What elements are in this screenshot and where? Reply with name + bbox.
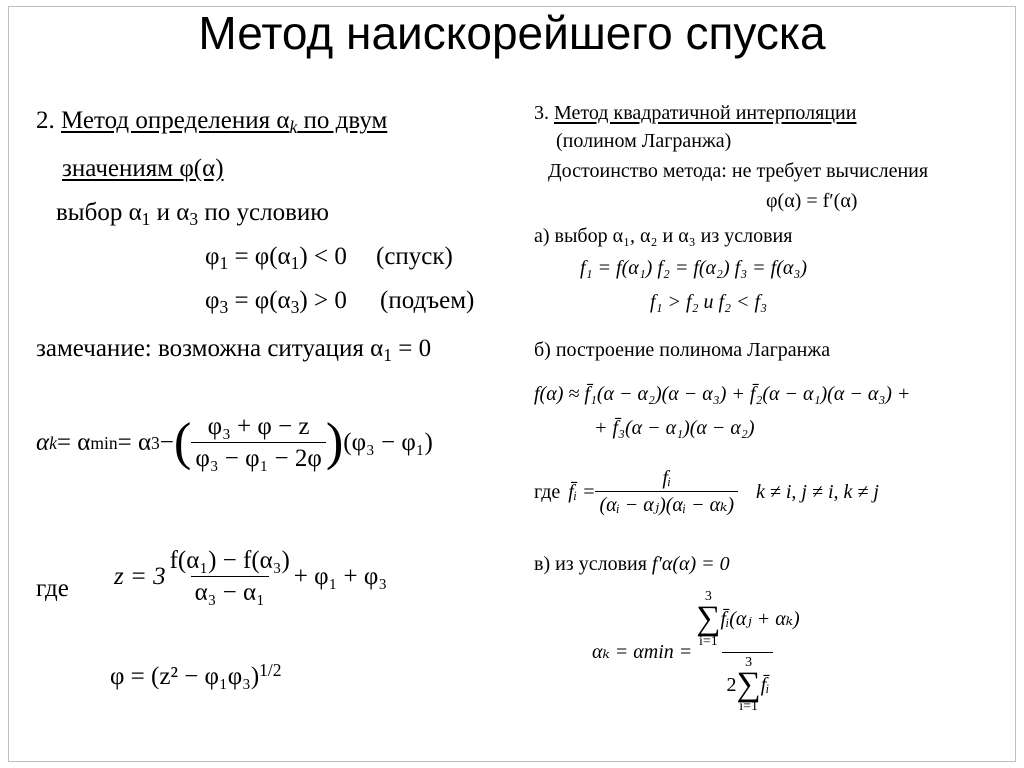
alpha-k-lhs: αₖ = αmin = <box>592 641 693 664</box>
step-a-f-values: f₁ = f(α₁) f₂ = f(α₂) f₃ = f(α₃) <box>580 257 808 279</box>
left-paren: ( <box>173 412 192 471</box>
alpha-k-fraction <box>692 590 803 714</box>
z-numerator: f(α₁) − f(α₃) <box>169 547 290 574</box>
section-2-title: Метод определения α <box>61 107 290 134</box>
sum2-top-limit: 3 <box>745 654 753 670</box>
alpha-minus: − <box>159 429 174 456</box>
alpha-k-num-body: f̄ᵢ(αⱼ + αₖ) <box>720 608 800 631</box>
sum-sign-bottom: 3 ∑ i=1 <box>736 654 761 715</box>
alpha-frac-denominator: φ₃ − φ₁ − 2φ <box>191 442 325 471</box>
cond1-phi: φ <box>205 243 220 270</box>
choice-sub1: 1 <box>141 208 151 229</box>
choice-and: и α <box>150 199 190 226</box>
fi-fraction <box>595 468 738 515</box>
sum-sign-top: 3 ∑ i=1 <box>696 589 721 649</box>
sum-bottom-limit: i=1 <box>699 633 718 649</box>
section-2-k-subscript: k <box>289 116 298 137</box>
alpha-lhs: α <box>36 429 50 456</box>
sum-top-limit: 3 <box>704 589 712 604</box>
fi-numerator: fᵢ <box>662 467 672 489</box>
remark-text: замечание: возможна ситуация α <box>36 335 384 362</box>
remark-sub: 1 <box>383 344 393 365</box>
phi-formula <box>110 660 282 690</box>
alpha-k-denominator <box>722 652 773 715</box>
cond2-phi: φ <box>205 287 220 314</box>
where-label-right: где <box>534 480 561 503</box>
condition-descent <box>205 243 347 273</box>
step-v-text: в) из условия <box>534 553 652 575</box>
choice-line <box>56 199 329 229</box>
choice-text: выбор α <box>56 199 142 226</box>
section-3-heading <box>534 103 856 123</box>
alpha-formula: α k = α min = α 3 − ( $\frac{\text{φ₃ + φ − z}}{\text{φ₃ − φ₁ − 2φ}}$ ) (φ₃ − φ₁) <box>36 412 433 472</box>
step-a-text: а) выбор α₁, α₂ и α₃ из условия <box>534 225 793 247</box>
cond1-sub2: 1 <box>290 252 300 273</box>
slide-title: Метод наискорейшего спуска <box>198 7 826 59</box>
condition-ascent <box>205 287 347 317</box>
choice-condition: по условию <box>198 199 329 226</box>
cond2-sub: 3 <box>219 296 229 317</box>
remark-line <box>36 335 432 365</box>
sum2-bottom-limit: i=1 <box>739 699 758 715</box>
remark-tail: = 0 <box>392 335 432 362</box>
where-label-left: где <box>36 575 69 602</box>
advantage-text: Достоинство метода: не требует вычисления <box>548 160 929 182</box>
alpha-fraction <box>191 414 325 471</box>
alpha-eq1: = α <box>56 429 91 456</box>
right-paren: ) <box>325 412 344 471</box>
advantage-formula: φ(α) = f′(α) <box>766 190 858 212</box>
fi-definition <box>534 468 879 515</box>
step-b-text: б) построение полинома Лагранжа <box>534 339 831 361</box>
fi-denominator: (αᵢ − αⱼ)(αᵢ − αₖ) <box>595 491 738 515</box>
cond1-sub: 1 <box>219 252 229 273</box>
section-3-title: Метод квадратичной интерполяции <box>554 102 857 124</box>
step-v-line <box>534 554 730 574</box>
alpha-eq2: = α <box>117 429 152 456</box>
cond1-mid: = φ(α <box>228 243 291 270</box>
phi-lhs: φ = <box>110 663 152 690</box>
condition-descent-label: (спуск) <box>376 243 453 270</box>
lagrange-line2: + f̄₃(α − α₁)(α − α₂) <box>594 417 755 439</box>
alpha-k-den-factor: 2 <box>726 673 737 696</box>
phi-body: (z² − φ₁φ₃) <box>151 663 260 690</box>
alpha-lhs-k: k <box>49 432 57 453</box>
z-formula <box>114 548 387 605</box>
section-3-number: 3. <box>534 102 554 124</box>
section-2-heading-line2 <box>62 156 224 181</box>
cond2-post: ) > 0 <box>299 287 347 314</box>
alpha-k-numerator <box>692 590 803 652</box>
step-a-inequalities: f₁ > f₂ и f₂ < f₃ <box>650 291 768 313</box>
cond1-post: ) < 0 <box>299 243 347 270</box>
section-3-subtitle: (полином Лагранжа) <box>556 130 732 152</box>
alpha-tail: (φ₃ − φ₁) <box>343 429 433 456</box>
fi-conditions: k ≠ i, j ≠ i, k ≠ j <box>756 480 879 503</box>
fi-lhs: f̄ᵢ = <box>568 480 596 503</box>
section-2-heading <box>36 107 388 137</box>
section-2-number: 2. <box>36 107 61 134</box>
step-v-formula: f′α(α) = 0 <box>651 553 730 575</box>
z-lhs: z = 3 <box>114 563 166 590</box>
section-2-title-tail: по двум <box>297 107 388 134</box>
alpha-k-den-body: f̄ᵢ <box>760 673 770 696</box>
condition-ascent-label: (подъем) <box>380 287 475 314</box>
lagrange-line1: f(α) ≈ f̄₁(α − α₂)(α − α₃) + f̄₂(α − α₁)(α − α₃) + <box>534 383 911 405</box>
section-2-values-text: значениям φ(α) <box>62 155 224 182</box>
phi-exponent: 1/2 <box>259 660 282 681</box>
z-tail: + φ₁ + φ₃ <box>293 563 388 590</box>
cond2-mid: = φ(α <box>228 287 291 314</box>
alpha-k-formula <box>592 590 804 714</box>
choice-sub3: 3 <box>189 208 199 229</box>
alpha-frac-numerator: φ₃ + φ − z <box>207 413 310 440</box>
z-fraction <box>166 548 294 605</box>
cond2-sub2: 3 <box>290 296 300 317</box>
z-denominator: α₃ − α₁ <box>191 576 269 605</box>
